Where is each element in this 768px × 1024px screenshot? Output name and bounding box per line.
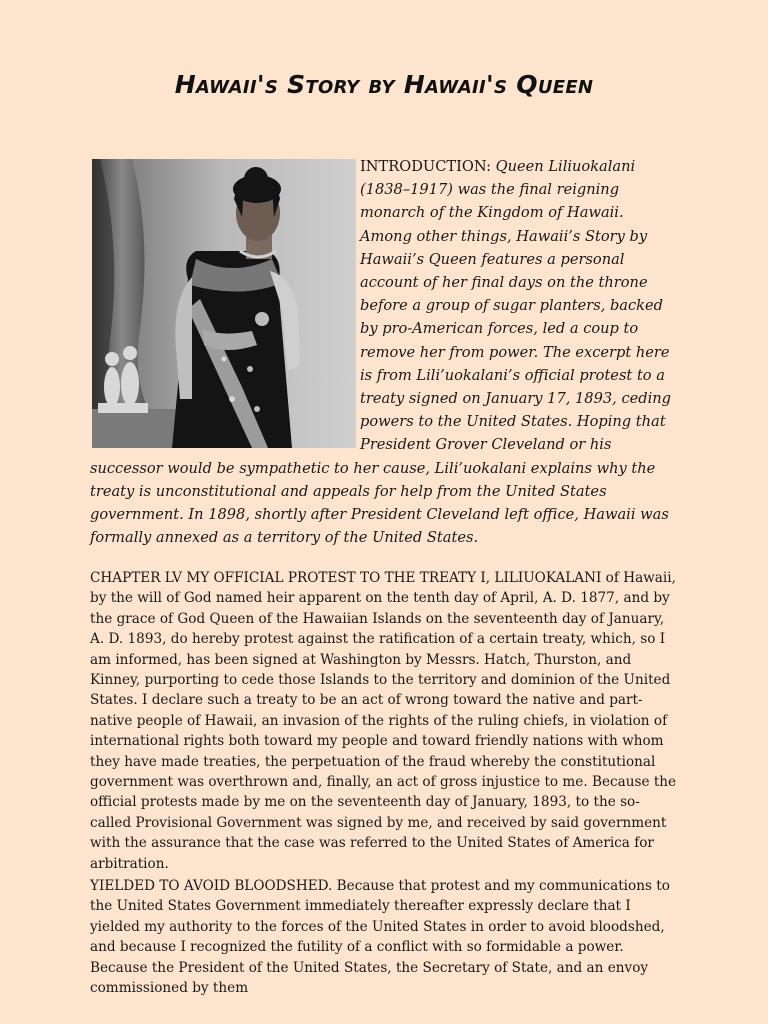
yielded-paragraph: YIELDED TO AVOID BLOODSHED. Because that protest and my communications to the United States Government immediately thereafter expressly declare that I yielded my authority to the forces of the United States in order to avoid bloodshed, and because I recognized the futility of a conflict with so formidable a power. Because the President of the United States, the Secretary of State, and an envoy commissioned by them [90,878,670,997]
document-title: Hawaii's Story by Hawaii's Queen [174,70,594,99]
introduction-label: INTRODUCTION: [360,158,496,175]
introduction-block [90,155,680,549]
protest-paragraph: CHAPTER LV MY OFFICIAL PROTEST TO THE TREATY I, LILIUOKALANI of Hawaii, by the will of God named heir apparent on the tenth day of April, A. D. 1877, and by the grace of God Queen of the Hawaiian Islands on the seventeenth day of January, A. D. 1893, do hereby protest against the ratification of a certain treaty, which, so I am informed, has been signed at Washington by Messrs. Hatch, Thurston, and Kinney, purporting to cede those Islands to the territory and dominion of the United States. I declare such a treaty to be an act of wrong toward the native and part-native people of Hawaii, an invasion of the rights of the ruling chiefs, in violation of international rights both toward my people and toward friendly nations with whom they have made treaties, the perpetuation of the fraud whereby the constitutional government was overthrown and, finally, an act of gross injustice to me. Because the official protests made by me on the seventeenth day of January, 1893, to the so-called Provisional Government was signed by me, and received by said government with the assurance that the case was referred to the United States of America for arbitration. [90,570,677,872]
introduction-body: Queen Liliuokalani (1838–1917) was the final reigning monarch of the Kingdom of Hawaii. Among other things, Hawaii’s Story by Hawaii’s Queen features a personal account of her final days on the throne before a group of sugar planters, backed by pro-American forces, led a coup to remove her from power. The excerpt here is from Lili’uokalani’s official protest to a treaty signed on January 17, 1893, ceding powers to the United States. Hoping that President Grover Cleveland or his successor would be sympathetic to her cause, Lili’uokalani explains why the treaty is unconstitutional and appeals for help from the United States government. In 1898, shortly after President Cleveland left office, Hawaii was formally annexed as a territory of the United States. [90,158,672,547]
